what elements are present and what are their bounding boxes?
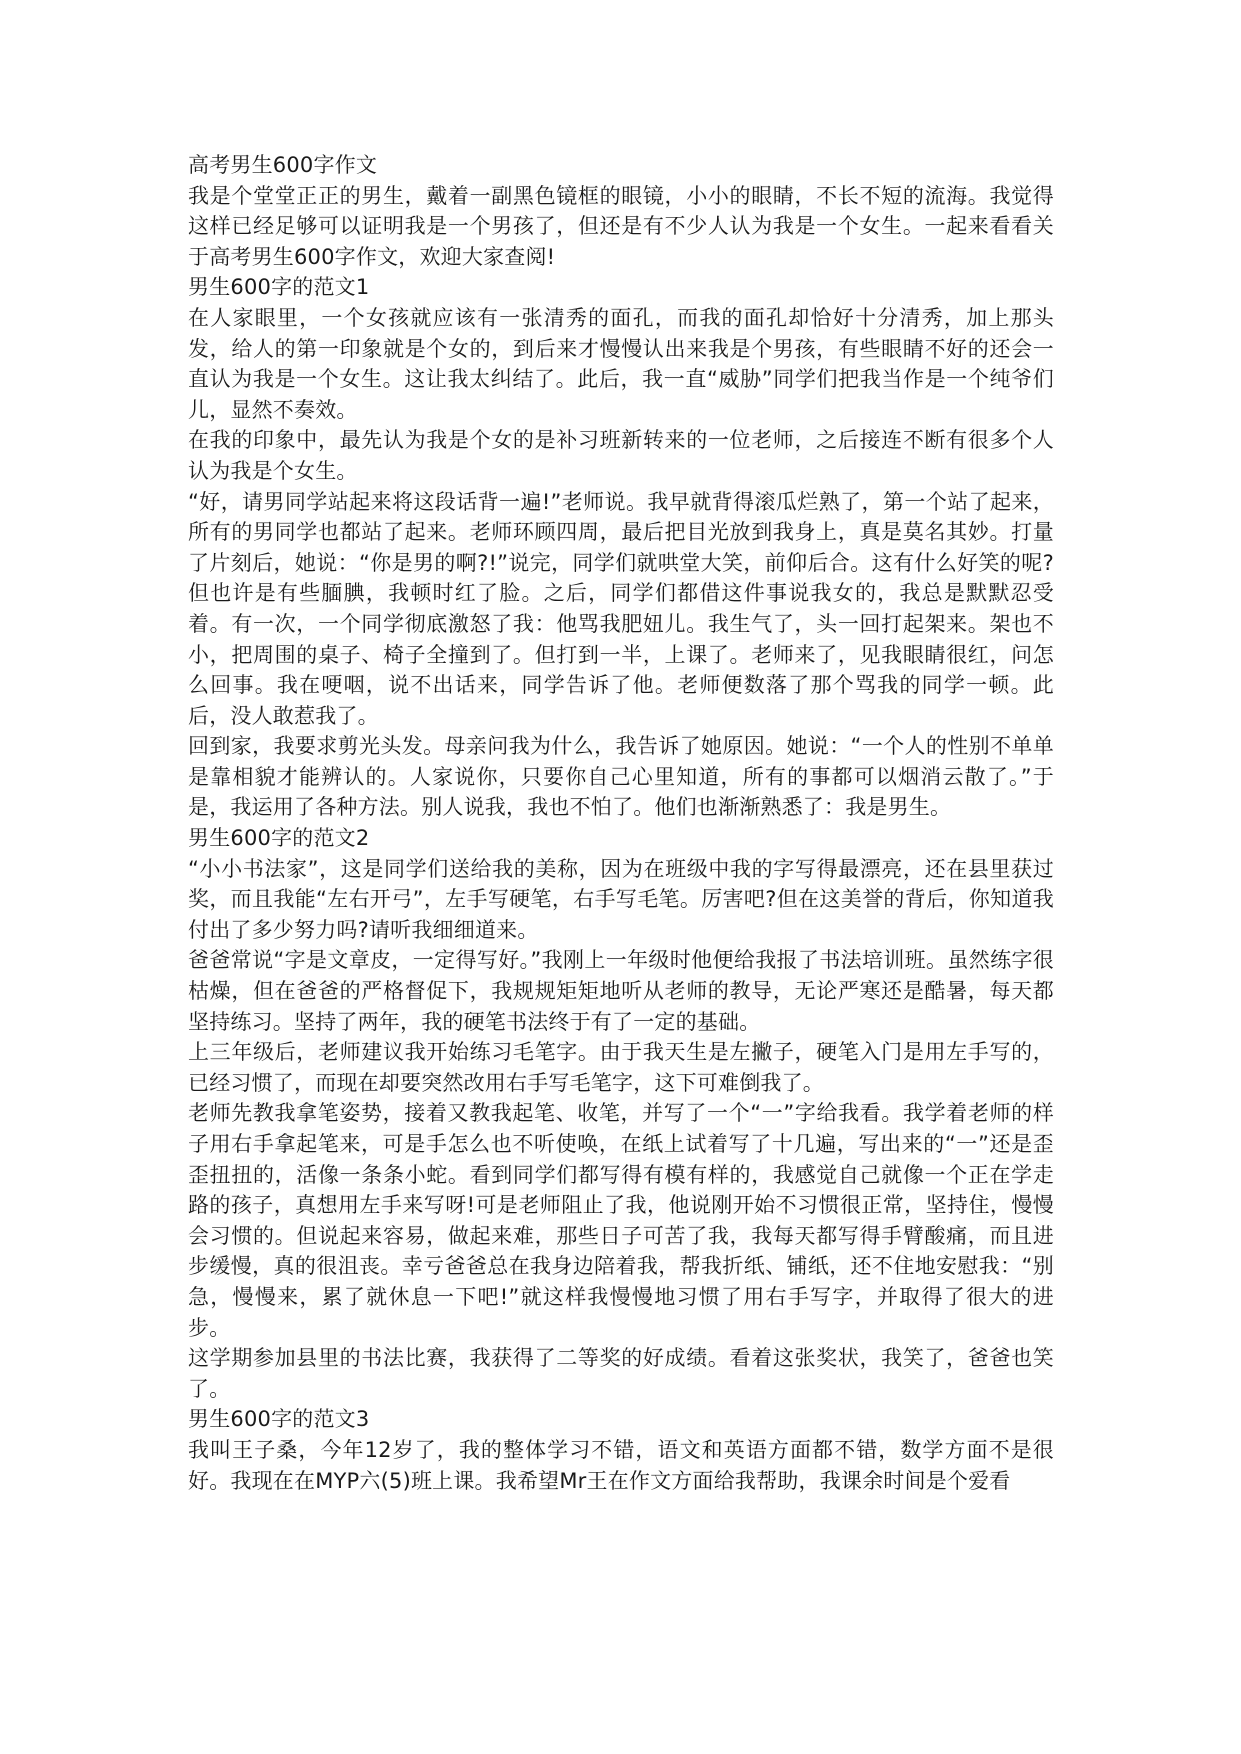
- intro-paragraph: 我是个堂堂正正的男生，戴着一副黑色镜框的眼镜，小小的眼睛，不长不短的流海。我觉得这样已经足够可以证明我是一个男孩了，但还是有不少人认为我是一个女生。一起来看看关于高考男生600字作文，欢迎大家查阅!: [188, 183, 1054, 269]
- body-paragraph: “小小书法家”，这是同学们送给我的美称，因为在班级中我的字写得最漂亮，还在县里获过奖，而且我能“左右开弓”，左手写硬笔，右手写毛笔。厉害吧?但在这美誉的背后，你知道我付出了多少努力吗?请听我细细道来。: [188, 856, 1054, 942]
- section-heading: 男生600字的范文1: [188, 275, 370, 300]
- body-paragraph: 爸爸常说“字是文章皮，一定得写好。”我刚上一年级时他便给我报了书法培训班。虽然练字很枯燥，但在爸爸的严格督促下，我规规矩矩地听从老师的教导，无论严寒还是酷暑，每天都坚持练习。坚持了两年，我的硬笔书法终于有了一定的基础。: [188, 948, 1054, 1034]
- body-paragraph: 这学期参加县里的书法比赛，我获得了二等奖的好成绩。看着这张奖状，我笑了，爸爸也笑了。: [188, 1346, 1054, 1401]
- body-paragraph: 我叫王子桑，今年12岁了，我的整体学习不错，语文和英语方面都不错，数学方面不是很好。我现在在MYP六(5)班上课。我希望Mr王在作文方面给我帮助，我课余时间是个爱看: [188, 1437, 1054, 1493]
- document-body: [188, 150, 1054, 1496]
- body-paragraph: 回到家，我要求剪光头发。母亲问我为什么，我告诉了她原因。她说：“一个人的性别不单单是靠相貌才能辨认的。人家说你，只要你自己心里知道，所有的事都可以烟消云散了。”于是，我运用了各种方法。别人说我，我也不怕了。他们也渐渐熟悉了：我是男生。: [188, 734, 1054, 820]
- body-paragraph: “好，请男同学站起来将这段话背一遍!”老师说。我早就背得滚瓜烂熟了，第一个站了起来，所有的男同学也都站了起来。老师环顾四周，最后把目光放到我身上，真是莫名其妙。打量了片刻后，她说：“你是男的啊?!”说完，同学们就哄堂大笑，前仰后合。这有什么好笑的呢?但也许是有些腼腆，我顿时红了脸。之后，同学们都借这件事说我女的，我总是默默忍受着。有一次，一个同学彻底激怒了我：他骂我肥妞儿。我生气了，头一回打起架来。架也不小，把周围的桌子、椅子全撞到了。但打到一半，上课了。老师来了，见我眼睛很红，问怎么回事。我在哽咽，说不出话来，同学告诉了他。老师便数落了那个骂我的同学一顿。此后，没人敢惹我了。: [188, 489, 1054, 728]
- body-paragraph: 老师先教我拿笔姿势，接着又教我起笔、收笔，并写了一个“一”字给我看。我学着老师的样子用右手拿起笔来，可是手怎么也不听使唤，在纸上试着写了十几遍，写出来的“一”还是歪歪扭扭的，活像一条条小蛇。看到同学们都写得有模有样的，我感觉自己就像一个正在学走路的孩子，真想用左手来写呀!可是老师阻止了我，他说刚开始不习惯很正常，坚持住，慢慢会习惯的。但说起来容易，做起来难，那些日子可苦了我，我每天都写得手臂酸痛，而且进步缓慢，真的很沮丧。幸亏爸爸总在我身边陪着我，帮我折纸、铺纸，还不住地安慰我：“别急，慢慢来，累了就休息一下吧!”就这样我慢慢地习惯了用右手写字，并取得了很大的进步。: [188, 1101, 1054, 1340]
- body-paragraph: 上三年级后，老师建议我开始练习毛笔字。由于我天生是左撇子，硬笔入门是用左手写的，已经习惯了，而现在却要突然改用右手写毛笔字，这下可难倒我了。: [188, 1040, 1054, 1095]
- body-paragraph: 在人家眼里，一个女孩就应该有一张清秀的面孔，而我的面孔却恰好十分清秀，加上那头发，给人的第一印象就是个女的，到后来才慢慢认出来我是个男孩，有些眼睛不好的还会一直认为我是一个女生。这让我太纠结了。此后，我一直“威胁”同学们把我当作是一个纯爷们儿，显然不奏效。: [188, 305, 1054, 422]
- section-heading: 男生600字的范文3: [188, 1407, 370, 1432]
- section-heading: 男生600字的范文2: [188, 826, 370, 851]
- body-paragraph: 在我的印象中，最先认为我是个女的是补习班新转来的一位老师，之后接连不断有很多个人认为我是个女生。: [188, 428, 1054, 483]
- document-title: 高考男生600字作文: [188, 153, 378, 177]
